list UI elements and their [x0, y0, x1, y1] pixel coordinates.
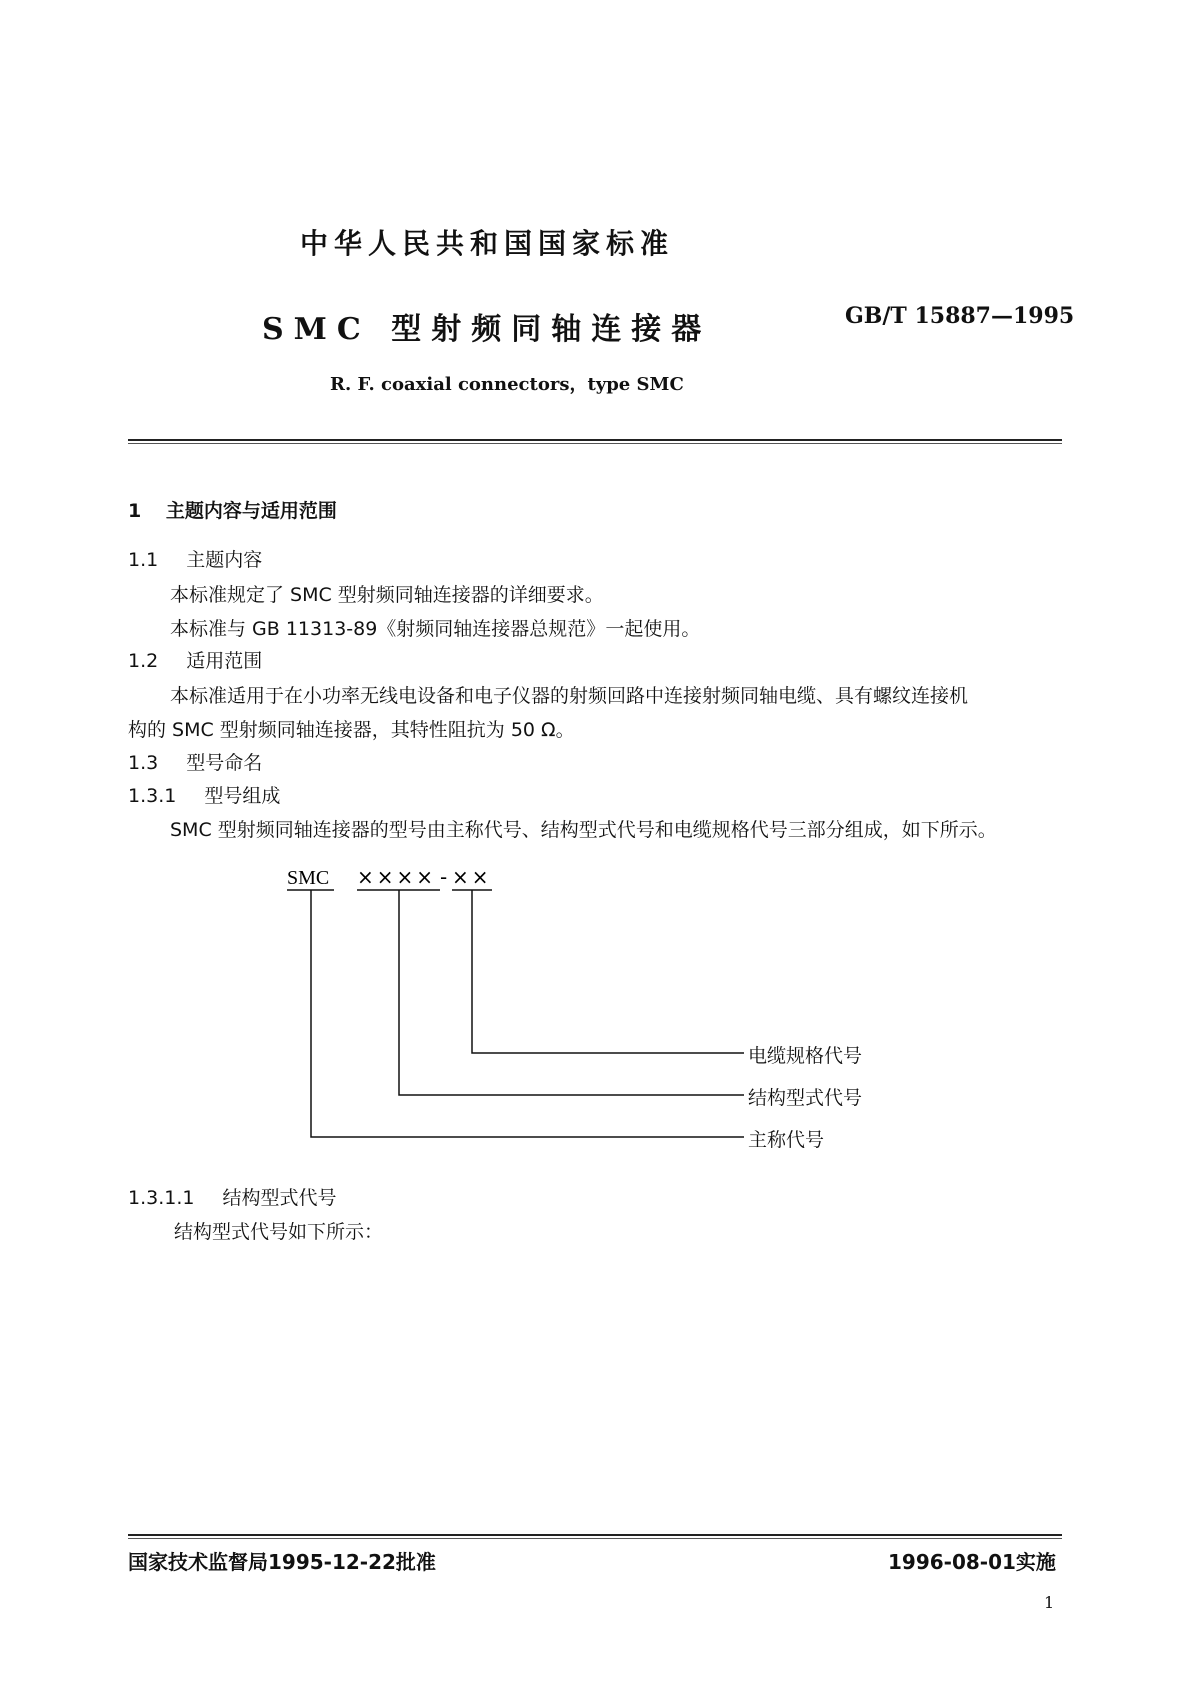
- paragraph: 本标准与 GB 11313-89《射频同轴连接器总规范》一起使用。: [170, 618, 701, 640]
- approval-info: 国家技术监督局1995-12-22批准: [128, 1550, 436, 1574]
- implementation-date: 1996-08-01实施: [888, 1550, 1056, 1574]
- footer-rule-thin: [128, 1538, 1062, 1539]
- diagram-structure-code: ××××: [357, 865, 437, 889]
- section-1-3-1-1-heading: [128, 1183, 337, 1210]
- document-title-en: R. F. coaxial connectors，type SMC: [330, 374, 684, 395]
- diagram-prefix: SMC: [287, 867, 330, 889]
- page-number: 1: [1044, 1593, 1055, 1612]
- section-title: 主题内容与适用范围: [165, 500, 337, 522]
- leader-main: [311, 890, 744, 1137]
- paragraph: 结构型式代号如下所示：: [174, 1221, 384, 1243]
- diagram-dash: -: [440, 865, 448, 889]
- leader-structure: [399, 890, 744, 1095]
- paragraph: SMC 型射频同轴连接器的型号由主称代号、结构型式代号和电缆规格代号三部分组成，如下所示。: [170, 819, 997, 841]
- section-number: 1: [128, 500, 142, 522]
- leader-cable: [472, 890, 744, 1053]
- section-number: 1.3.1: [128, 785, 177, 807]
- paragraph: 本标准规定了 SMC 型射频同轴连接器的详细要求。: [170, 584, 604, 606]
- diagram-cable-code: ××: [452, 865, 492, 889]
- section-number: 1.1: [128, 549, 159, 571]
- paragraph-line: 构的 SMC 型射频同轴连接器，其特性阻抗为 50 Ω。: [128, 719, 575, 741]
- diagram-label-structure: 结构型式代号: [748, 1087, 863, 1109]
- section-title: 适用范围: [186, 650, 263, 672]
- section-number: 1.3: [128, 752, 159, 774]
- national-standard-heading: 中华人民共和国国家标准: [300, 227, 675, 260]
- footer-rule: [128, 1534, 1062, 1536]
- section-number: 1.2: [128, 650, 159, 672]
- section-title: 结构型式代号: [222, 1187, 337, 1209]
- paragraph-line: 本标准适用于在小功率无线电设备和电子仪器的射频回路中连接射频同轴电缆、具有螺纹连接机: [170, 685, 969, 707]
- diagram-label-main: 主称代号: [748, 1129, 825, 1151]
- section-title: 型号组成: [204, 785, 281, 807]
- section-title: 型号命名: [186, 752, 263, 774]
- diagram-label-cable: 电缆规格代号: [748, 1045, 863, 1067]
- section-title: 主题内容: [186, 549, 263, 571]
- section-number: 1.3.1.1: [128, 1187, 195, 1209]
- standard-code: GB/T 15887—1995: [845, 303, 1075, 329]
- document-title-cn: SMC 型射频同轴连接器: [262, 312, 712, 347]
